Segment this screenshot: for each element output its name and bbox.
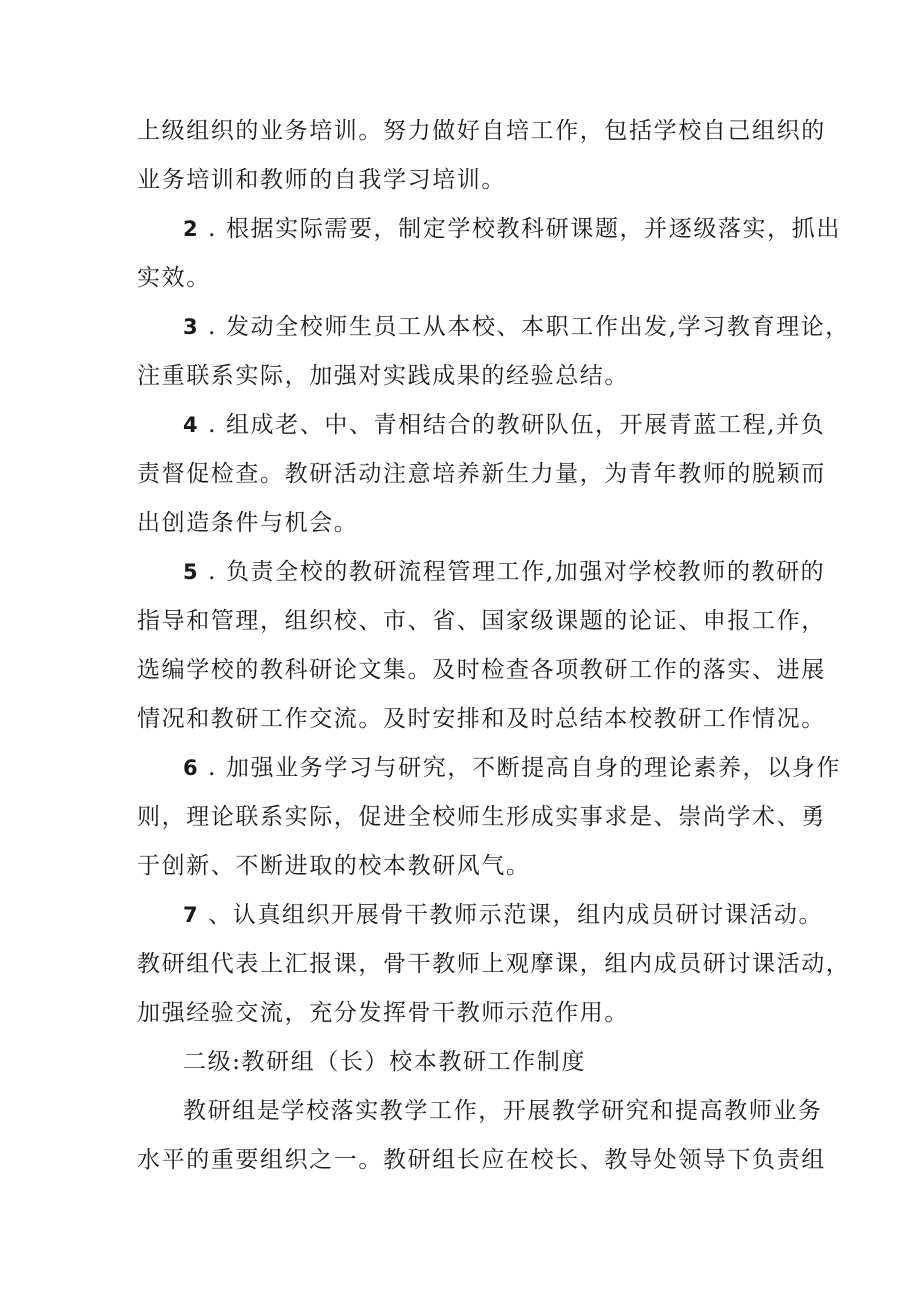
- item-number-5: 5: [183, 560, 200, 584]
- item-number-3: 3: [183, 315, 200, 339]
- item-number-6: 6: [183, 756, 200, 780]
- item-5-line-4: 情况和教研工作交流。及时安排和及时总结本校教研工作情况。: [137, 706, 826, 732]
- item-number-2: 2: [183, 217, 200, 241]
- item-4-line-2: 责督促检查。教研活动注意培养新生力量，为青年教师的脱颖而: [137, 461, 826, 487]
- paragraph-1-line-2: 业务培训和教师的自我学习培训。: [137, 167, 506, 193]
- section-heading: 二级:教研组（长）校本教研工作制度: [183, 1049, 586, 1075]
- item-5-line-2: 指导和管理，组织校、市、省、国家级课题的论证、申报工作，: [137, 608, 826, 634]
- item-5-line-3: 选编学校的教科研论文集。及时检查各项教研工作的落实、进展: [137, 657, 826, 683]
- paragraph-1-line-1: 上级组织的业务培训。努力做好自培工作，包括学校自己组织的: [137, 118, 826, 144]
- item-6-text: . 加强业务学习与研究，不断提高自身的理论素养，以身作: [199, 755, 841, 781]
- item-3-line-2: 注重联系实际，加强对实践成果的经验总结。: [137, 363, 629, 389]
- item-number-7: 7: [183, 903, 200, 927]
- item-6-line-3: 于创新、不断进取的校本教研风气。: [137, 853, 531, 879]
- item-3-line-1: [183, 312, 850, 342]
- final-paragraph-line-1: 教研组是学校落实教学工作，开展教学研究和提高教师业务: [183, 1098, 823, 1124]
- item-4-line-3: 出创造条件与机会。: [137, 510, 359, 536]
- item-7-line-3: 加强经验交流，充分发挥骨干教师示范作用。: [137, 1000, 629, 1026]
- item-6-line-2: 则，理论联系实际，促进全校师生形成实事求是、崇尚学术、勇: [137, 804, 826, 830]
- final-paragraph-line-2: 水平的重要组织之一。教研组长应在校长、教导处领导下负责组: [137, 1147, 826, 1173]
- item-3-text: . 发动全校师生员工从本校、本职工作出发,学习教育理论，: [199, 314, 850, 340]
- item-4-text: . 组成老、中、青相结合的教研队伍，开展青蓝工程,并负: [199, 412, 826, 438]
- item-4-line-1: [183, 410, 843, 440]
- item-7-line-2: 教研组代表上汇报课，骨干教师上观摩课，组内成员研讨课活动，: [137, 951, 851, 977]
- item-7-line-1: [183, 900, 843, 930]
- item-2-text: . 根据实际需要，制定学校教科研课题，并逐级落实，抓出: [199, 216, 841, 242]
- item-6-line-1: [183, 753, 843, 783]
- item-number-4: 4: [183, 413, 200, 437]
- item-5-text: . 负责全校的教研流程管理工作,加强对学校教师的教研的: [199, 559, 826, 585]
- item-2-line-2: 实效。: [137, 265, 211, 291]
- item-2-line-1: [183, 214, 843, 244]
- item-5-line-1: [183, 557, 843, 587]
- item-7-text: 、认真组织开展骨干教师示范课，组内成员研讨课活动。: [199, 902, 824, 928]
